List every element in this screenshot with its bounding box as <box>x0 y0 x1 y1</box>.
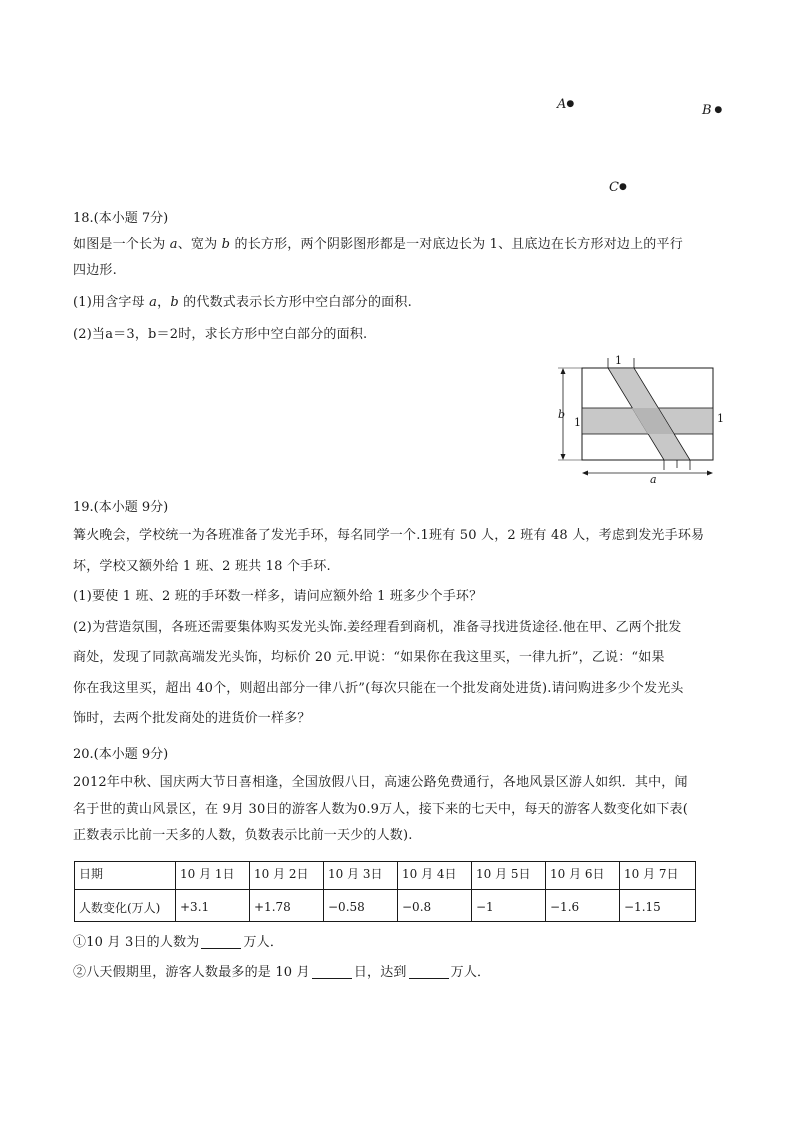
q20-heading: 20.(本小题 9分) <box>73 747 169 762</box>
q18-text: 如图是一个长为 <box>73 237 170 252</box>
q20-line: 名于世的黄山风景区，在 9月 30日的游客人数为0.9万人，接下来的七天中，每天的游客人数变化如下表( <box>73 801 689 817</box>
q18-heading: 18.(本小题 7分) <box>73 211 169 226</box>
q19-line: (1)要使 1 班、2 班的手环数一样多，请问应额外给 1 班多少个手环？ <box>73 589 483 604</box>
var-b: b <box>221 237 231 252</box>
table-cell: −0.8 <box>398 890 472 922</box>
table-cell: 10 月 3日 <box>324 862 398 890</box>
table-cell: 10 月 2日 <box>250 862 324 890</box>
q19-line: (2)为营造氛围，各班还需要集体购买发光头饰.姜经理看到商机，准备寻找进货途径.他在甲、乙两个批发 <box>73 619 682 635</box>
q20-text: ①10 月 3日的人数为 <box>73 935 200 950</box>
label-top-1: 1 <box>615 354 622 367</box>
var-a: a <box>169 237 178 252</box>
q19-line: 坏，学校又额外给 1 班、2 班共 18 个手环. <box>73 558 331 574</box>
q20-sub-questions <box>73 929 723 987</box>
q20-sub-1 <box>73 929 723 957</box>
label-right-1: 1 <box>717 412 724 425</box>
q20-line: 正数表示比前一天多的人数，负数表示比前一天少的人数). <box>73 828 413 843</box>
point-c-label: C <box>609 180 619 195</box>
q20-text: 日，达到 <box>353 965 407 980</box>
table-cell: 10 月 6日 <box>546 862 620 890</box>
point-a <box>557 97 574 112</box>
label-a: a <box>650 473 657 486</box>
q20-text: 万人． <box>450 965 491 980</box>
point-c <box>609 180 627 195</box>
answer-blank <box>201 934 241 949</box>
var-a: a <box>149 295 158 310</box>
q18-text: ， <box>157 295 171 310</box>
table-cell: −1.6 <box>546 890 620 922</box>
table-cell: 10 月 4日 <box>398 862 472 890</box>
table-cell: +3.1 <box>176 890 250 922</box>
table-cell: 10 月 5日 <box>472 862 546 890</box>
table-header-row <box>75 862 696 890</box>
width-arrow-head-right <box>707 471 713 476</box>
q20-sub-2 <box>73 959 723 987</box>
table-row <box>75 890 696 922</box>
answer-blank <box>409 964 449 979</box>
table-cell: 10 月 1日 <box>176 862 250 890</box>
point-b-label: B <box>702 103 712 118</box>
q19-line: 篝火晚会，学校统一为各班准备了发光手环，每名同学一个.1班有 50 人，2 班有 48 人，考虑到发光手环易 <box>73 528 705 543</box>
q18-text: (1)用含字母 <box>73 295 150 310</box>
point-b-dot: ● <box>711 105 723 115</box>
q18-body <box>73 232 723 348</box>
q19-line: 你在我这里买，超出 40个，则超出部分一律八折”(每次只能在一个批发商处进货).请问购进多少个发光头 <box>73 680 684 696</box>
table-cell: −0.58 <box>324 890 398 922</box>
point-a-dot: ● <box>566 99 575 109</box>
q18-rectangle-figure <box>546 352 726 486</box>
height-arrow-head-bottom <box>561 454 566 460</box>
point-a-label: A <box>557 97 567 112</box>
height-arrow-head-top <box>561 368 566 374</box>
q19-line: 饰时，去两个批发商处的进货价一样多？ <box>73 711 311 726</box>
q20-text: 万人． <box>243 935 284 950</box>
visitor-change-table <box>74 861 696 922</box>
point-b <box>702 103 722 118</box>
q18-line-2: 四边形. <box>73 263 117 278</box>
table-cell: 10 月 7日 <box>620 862 696 890</box>
label-b: b <box>558 408 566 421</box>
q18-part-1 <box>73 290 723 316</box>
q19-heading: 19.(本小题 9分) <box>73 500 169 515</box>
q20-text: ②八天假期里，游客人数最多的是 10 月 <box>73 965 310 980</box>
point-c-dot: ● <box>618 182 627 192</box>
table-cell: −1.15 <box>620 890 696 922</box>
q18-line-1 <box>73 232 723 258</box>
table-cell: 日期 <box>75 862 176 890</box>
q19-body <box>73 521 723 735</box>
table-cell: 人数变化(万人) <box>75 890 176 922</box>
q18-text: 、宽为 <box>177 237 222 252</box>
q19-line: 商处，发现了同款高端发光头饰，均标价 20 元.甲说：“如果你在我这里买，一律九折”，乙说：“如果 <box>73 650 665 665</box>
q20-line: 2012年中秋、国庆两大节日喜相逢，全国放假八日，高速公路免费通行，各地风景区游人如织．其中，闻 <box>73 775 688 790</box>
answer-blank <box>312 964 352 979</box>
q18-part-2: (2)当a＝3，b＝2时，求长方形中空白部分的面积. <box>73 327 368 342</box>
table-cell: +1.78 <box>250 890 324 922</box>
q18-text: 的代数式表示长方形中空白部分的面积. <box>178 295 412 310</box>
q18-text: 的长方形，两个阴影图形都是一对底边长为 1、且底边在长方形对边上的平行 <box>230 237 683 252</box>
q20-body <box>73 770 723 850</box>
var-b: b <box>170 295 179 310</box>
width-arrow-head-left <box>582 471 588 476</box>
table-cell: −1 <box>472 890 546 922</box>
label-left-1: 1 <box>574 416 581 429</box>
